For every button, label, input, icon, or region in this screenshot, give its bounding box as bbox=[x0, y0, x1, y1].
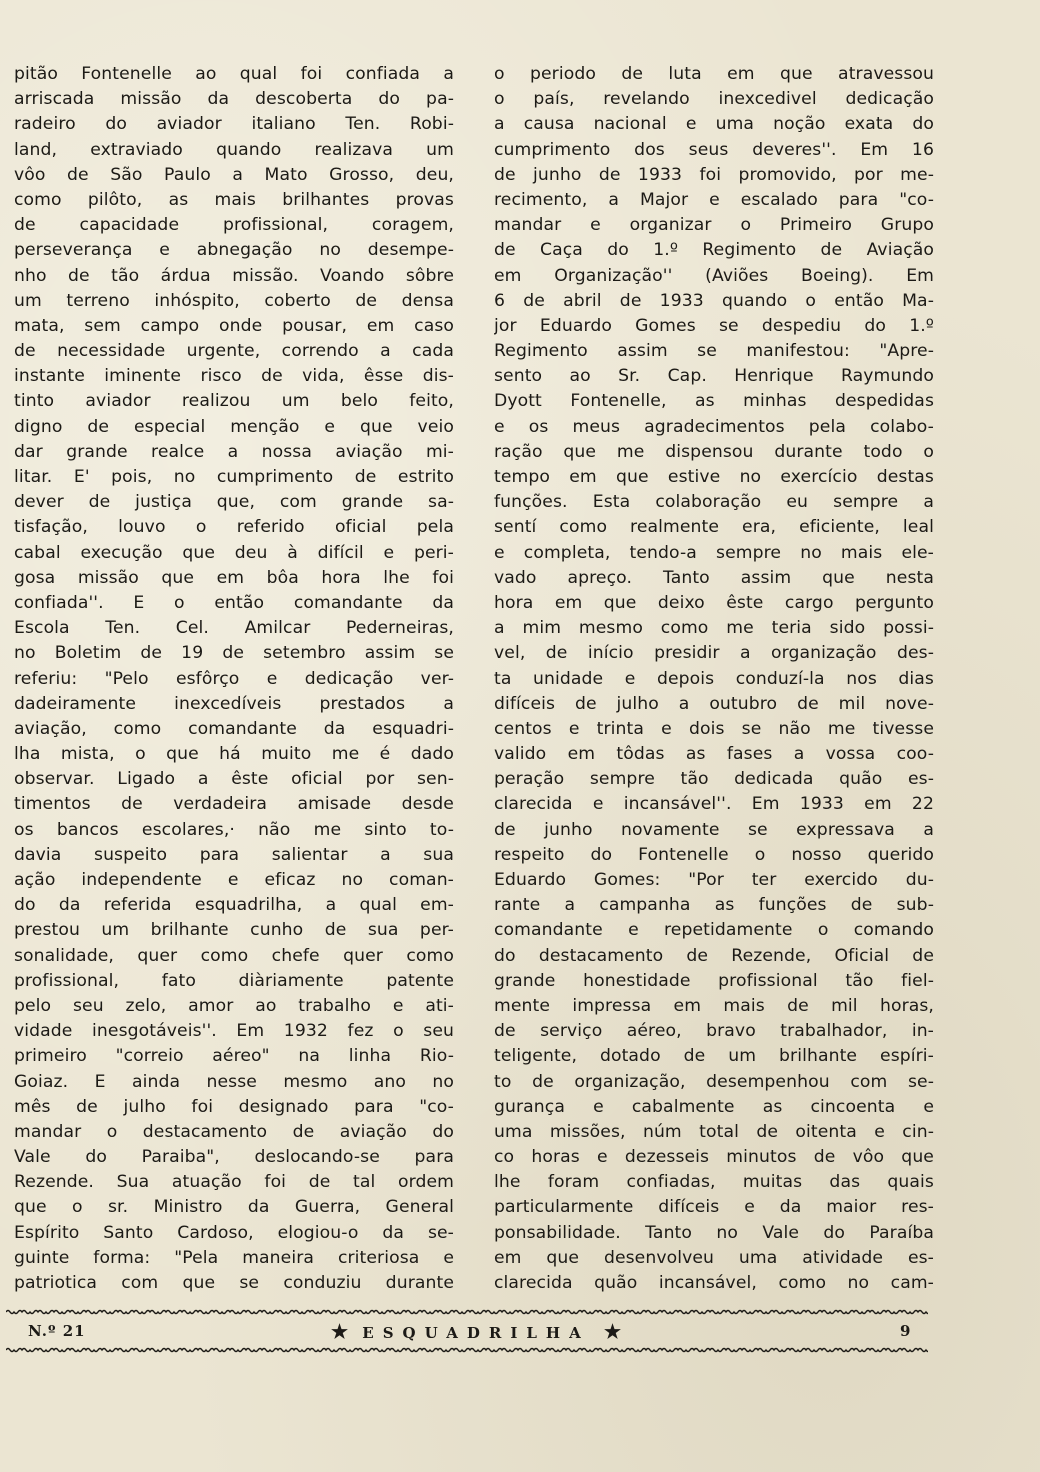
text-line: Escola Ten. Cel. Amilcar Pederneiras, bbox=[14, 618, 454, 639]
text-line: uma missões, núm total de oitenta e cin- bbox=[494, 1121, 934, 1142]
text-line: em Organização'' (Aviões Boeing). Em bbox=[494, 265, 934, 286]
text-line: rante a campanha as funções de sub- bbox=[494, 895, 934, 916]
text-line: prestou um brilhante cunho de sua per- bbox=[14, 920, 454, 941]
text-line: clarecida quão incansável, como no cam- bbox=[494, 1273, 934, 1293]
text-line: land, extraviado quando realizava um bbox=[14, 139, 454, 160]
text-line: co horas e dezesseis minutos de vôo que bbox=[494, 1147, 934, 1168]
wavy-rule-bottom bbox=[6, 1346, 928, 1354]
text-line: sento ao Sr. Cap. Henrique Raymundo bbox=[494, 366, 934, 387]
text-line: cabal execução que deu à difícil e peri- bbox=[14, 542, 454, 563]
text-line: 6 de abril de 1933 quando o então Ma- bbox=[494, 290, 934, 311]
text-line: profissional, fato diàriamente patente bbox=[14, 970, 454, 991]
text-line: arriscada missão da descoberta do pa- bbox=[14, 89, 454, 110]
text-line: gurança e cabalmente as cincoenta e bbox=[494, 1096, 934, 1117]
magazine-title-text: ESQUADRILHA bbox=[362, 1324, 590, 1342]
text-line: funções. Esta colaboração eu sempre a bbox=[494, 492, 934, 513]
text-line: aviação, como comandante da esquadri- bbox=[14, 718, 454, 739]
text-line: teligente, dotado de um brilhante espíri- bbox=[494, 1046, 934, 1067]
text-line: tisfação, louvo o referido oficial pela bbox=[14, 517, 454, 538]
text-line: pitão Fontenelle ao qual foi confiada a bbox=[14, 64, 454, 84]
text-line: respeito do Fontenelle o nosso querido bbox=[494, 844, 934, 865]
text-line: tempo em que estive no exercício destas bbox=[494, 467, 934, 487]
text-line: comandante e repetidamente o comando bbox=[494, 920, 934, 941]
text-line: ação independente e eficaz no coman- bbox=[14, 870, 454, 890]
text-line: Dyott Fontenelle, as minhas despedidas bbox=[494, 391, 934, 412]
text-line: difíceis de julho a outubro de mil nove- bbox=[494, 693, 934, 714]
text-line: referiu: "Pelo esfôrço e dedicação ver- bbox=[14, 668, 454, 689]
text-line: mandar o destacamento de aviação do bbox=[14, 1121, 454, 1142]
text-line: ta unidade e depois conduzí-la nos dias bbox=[494, 668, 934, 689]
text-line: recimento, a Major e escalado para "co- bbox=[494, 189, 934, 210]
text-line: de capacidade profissional, coragem, bbox=[14, 215, 454, 236]
text-line: os bancos escolares,· não me sinto to- bbox=[14, 819, 454, 840]
text-line: lhe foram confiadas, muitas das quais bbox=[494, 1172, 934, 1193]
text-line: de serviço aéreo, bravo trabalhador, in- bbox=[494, 1021, 934, 1042]
text-line: gosa missão que em bôa hora lhe foi bbox=[14, 567, 454, 588]
text-line: valido em tôdas as fases a vossa coo- bbox=[494, 744, 934, 765]
text-line: davia suspeito para salientar a sua bbox=[14, 844, 454, 865]
text-line: de Caça do 1.º Regimento de Aviação bbox=[494, 240, 934, 261]
text-line: patriotica com que se conduziu durante bbox=[14, 1273, 454, 1293]
text-line: centos e trinta e dois se não me tivesse bbox=[494, 718, 934, 739]
page-footer bbox=[6, 1308, 928, 1354]
text-line: vidade inesgotáveis''. Em 1932 fez o seu bbox=[14, 1021, 454, 1042]
text-line: jor Eduardo Gomes se despediu do 1.º bbox=[494, 315, 934, 336]
right-text-column bbox=[494, 62, 934, 1296]
left-text-column bbox=[14, 62, 454, 1296]
text-line: peração sempre tão dedicada quão es- bbox=[494, 769, 934, 790]
text-line: clarecida e incansável''. Em 1933 em 22 bbox=[494, 794, 934, 815]
text-line: to de organização, desempenhou com se- bbox=[494, 1071, 934, 1092]
text-line: Regimento assim se manifestou: "Apre- bbox=[494, 341, 934, 362]
text-line: em que desenvolveu uma atividade es- bbox=[494, 1247, 934, 1268]
text-line: mata, sem campo onde pousar, em caso bbox=[14, 315, 454, 336]
text-line: guinte forma: "Pela maneira criteriosa e bbox=[14, 1247, 454, 1268]
page-number: 9 bbox=[900, 1322, 911, 1340]
text-line: Eduardo Gomes: "Por ter exercido du- bbox=[494, 870, 934, 890]
text-line: mês de julho foi designado para "co- bbox=[14, 1096, 454, 1117]
wavy-rule-top bbox=[6, 1308, 928, 1316]
text-line: e os meus agradecimentos pela colabo- bbox=[494, 416, 934, 437]
text-line: litar. E' pois, no cumprimento de estrito bbox=[14, 467, 454, 487]
text-line: lha mista, o que há muito me é dado bbox=[14, 744, 454, 765]
text-line: do destacamento de Rezende, Oficial de bbox=[494, 945, 934, 966]
text-line: tinto aviador realizou um belo feito, bbox=[14, 391, 454, 412]
text-line: mandar e organizar o Primeiro Grupo bbox=[494, 215, 934, 236]
text-line: e completa, tendo-a sempre no mais ele- bbox=[494, 542, 934, 563]
text-line: o país, revelando inexcedivel dedicação bbox=[494, 89, 934, 110]
text-line: a causa nacional e uma noção exata do bbox=[494, 114, 934, 135]
text-line: do da referida esquadrilha, a qual em- bbox=[14, 895, 454, 916]
text-line: Espírito Santo Cardoso, elogiou-o da se- bbox=[14, 1222, 454, 1243]
text-line: a mim mesmo como me teria sido possi- bbox=[494, 618, 934, 639]
text-line: hora em que deixo êste cargo pergunto bbox=[494, 592, 934, 613]
text-line: Rezende. Sua atuação foi de tal ordem bbox=[14, 1172, 454, 1193]
text-line: radeiro do aviador italiano Ten. Robi- bbox=[14, 114, 454, 135]
text-line: de junho novamente se expressava a bbox=[494, 819, 934, 840]
text-line: de junho de 1933 foi promovido, por me- bbox=[494, 164, 934, 185]
text-line: sentí como realmente era, eficiente, leal bbox=[494, 517, 934, 538]
text-line: timentos de verdadeira amisade desde bbox=[14, 794, 454, 815]
text-line: ponsabilidade. Tanto no Vale do Paraíba bbox=[494, 1222, 934, 1243]
text-line: digno de especial menção e que veio bbox=[14, 416, 454, 437]
text-line: vel, de início presidir a organização des- bbox=[494, 643, 934, 664]
text-line: confiada''. E o então comandante da bbox=[14, 592, 454, 613]
text-line: perseverança e abnegação no desempe- bbox=[14, 240, 454, 261]
text-line: pelo seu zelo, amor ao trabalho e ati- bbox=[14, 995, 454, 1016]
text-line: cumprimento dos seus deveres''. Em 16 bbox=[494, 139, 934, 160]
text-line: dever de justiça que, com grande sa- bbox=[14, 492, 454, 513]
text-line: nho de tão árdua missão. Voando sôbre bbox=[14, 265, 454, 286]
magazine-title bbox=[306, 1321, 646, 1343]
text-line: instante iminente risco de vida, êsse dis- bbox=[14, 366, 454, 387]
text-line: grande honestidade profissional tão fiel- bbox=[494, 970, 934, 991]
text-line: no Boletim de 19 de setembro assim se bbox=[14, 643, 454, 664]
text-line: vado apreço. Tanto assim que nesta bbox=[494, 567, 934, 588]
text-line: dar grande realce a nossa aviação mi- bbox=[14, 441, 454, 462]
text-line: particularmente difíceis e da maior res- bbox=[494, 1197, 934, 1218]
text-line: observar. Ligado a êste oficial por sen- bbox=[14, 769, 454, 790]
text-line: Vale do Paraiba", deslocando-se para bbox=[14, 1147, 454, 1168]
text-line: o periodo de luta em que atravessou bbox=[494, 64, 934, 84]
star-icon: ★ bbox=[603, 1321, 621, 1343]
text-line: um terreno inhóspito, coberto de densa bbox=[14, 290, 454, 311]
text-line: primeiro "correio aéreo" na linha Rio- bbox=[14, 1046, 454, 1067]
text-line: sonalidade, quer como chefe quer como bbox=[14, 945, 454, 966]
issue-number: N.º 21 bbox=[28, 1322, 86, 1340]
text-line: que o sr. Ministro da Guerra, General bbox=[14, 1197, 454, 1218]
text-line: de necessidade urgente, correndo a cada bbox=[14, 341, 454, 362]
text-line: ração que me dispensou durante todo o bbox=[494, 441, 934, 462]
text-line: Goiaz. E ainda nesse mesmo ano no bbox=[14, 1071, 454, 1092]
text-line: mente impressa em mais de mil horas, bbox=[494, 995, 934, 1016]
text-line: vôo de São Paulo a Mato Grosso, deu, bbox=[14, 164, 454, 185]
text-line: dadeiramente inexcedíveis prestados a bbox=[14, 693, 454, 714]
star-icon: ★ bbox=[331, 1321, 349, 1343]
text-line: como pilôto, as mais brilhantes provas bbox=[14, 189, 454, 210]
